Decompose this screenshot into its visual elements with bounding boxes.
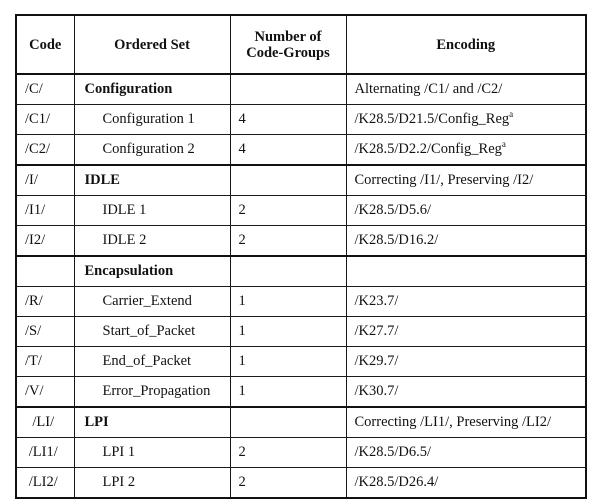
num-cell: 2 <box>230 438 346 468</box>
group-heading: IDLE <box>74 165 230 196</box>
encoding-cell: /K27.7/ <box>346 317 586 347</box>
footnote-marker: a <box>501 139 506 150</box>
table-row <box>16 377 586 408</box>
header-ordered-set: Ordered Set <box>74 15 230 74</box>
code-cell: /S/ <box>16 317 74 347</box>
table-row <box>16 105 586 135</box>
ordered-set-cell: Configuration 2 <box>74 135 230 166</box>
encoding-cell: /K29.7/ <box>346 347 586 377</box>
table-row <box>16 407 586 438</box>
code-cell: /I1/ <box>16 196 74 226</box>
encoding-cell: Correcting /I1/, Preserving /I2/ <box>346 165 586 196</box>
encoding-cell: /K30.7/ <box>346 377 586 408</box>
encoding-cell <box>346 105 586 135</box>
num-cell: 1 <box>230 347 346 377</box>
encoding-cell: /K28.5/D5.6/ <box>346 196 586 226</box>
num-cell: 2 <box>230 226 346 257</box>
encoding-text: /K28.5/D21.5/Config_Reg <box>354 111 510 127</box>
ordered-set-cell: Start_of_Packet <box>74 317 230 347</box>
ordered-sets-table <box>15 14 587 499</box>
code-cell: /LI1/ <box>16 438 74 468</box>
encoding-cell: /K28.5/D16.2/ <box>346 226 586 257</box>
code-cell: /I/ <box>16 165 74 196</box>
num-cell: 4 <box>230 105 346 135</box>
encoding-cell: Correcting /LI1/, Preserving /LI2/ <box>346 407 586 438</box>
code-cell: /C1/ <box>16 105 74 135</box>
table-row <box>16 317 586 347</box>
ordered-set-cell: Configuration 1 <box>74 105 230 135</box>
header-encoding: Encoding <box>346 15 586 74</box>
table-row <box>16 438 586 468</box>
table-row <box>16 468 586 499</box>
num-cell: 1 <box>230 377 346 408</box>
encoding-cell: Alternating /C1/ and /C2/ <box>346 74 586 105</box>
ordered-set-cell: LPI 1 <box>74 438 230 468</box>
encoding-cell <box>346 135 586 166</box>
group-heading: Configuration <box>74 74 230 105</box>
code-cell <box>16 256 74 287</box>
header-num-line2: Code-Groups <box>246 44 330 61</box>
table-row <box>16 74 586 105</box>
table-row <box>16 226 586 257</box>
code-cell: /I2/ <box>16 226 74 257</box>
table-row <box>16 135 586 166</box>
code-cell: /R/ <box>16 287 74 317</box>
ordered-set-cell: End_of_Packet <box>74 347 230 377</box>
encoding-cell: /K23.7/ <box>346 287 586 317</box>
num-cell: 1 <box>230 317 346 347</box>
table-row <box>16 196 586 226</box>
header-number-of-code-groups <box>230 15 346 74</box>
ordered-set-cell: LPI 2 <box>74 468 230 499</box>
header-code: Code <box>16 15 74 74</box>
num-cell: 2 <box>230 468 346 499</box>
encoding-cell: /K28.5/D6.5/ <box>346 438 586 468</box>
group-heading: Encapsulation <box>74 256 230 287</box>
num-cell: 2 <box>230 196 346 226</box>
num-cell <box>230 256 346 287</box>
ordered-set-cell: IDLE 1 <box>74 196 230 226</box>
code-cell: /C2/ <box>16 135 74 166</box>
table-row <box>16 287 586 317</box>
num-cell <box>230 74 346 105</box>
code-cell: /V/ <box>16 377 74 408</box>
header-num-line1: Number of <box>254 28 322 45</box>
encoding-cell: /K28.5/D26.4/ <box>346 468 586 499</box>
ordered-set-cell: Carrier_Extend <box>74 287 230 317</box>
group-heading: LPI <box>74 407 230 438</box>
code-cell: /C/ <box>16 74 74 105</box>
encoding-text: /K28.5/D2.2/Config_Reg <box>354 141 502 157</box>
encoding-cell <box>346 256 586 287</box>
ordered-set-cell: IDLE 2 <box>74 226 230 257</box>
code-cell: /T/ <box>16 347 74 377</box>
ordered-set-cell: Error_Propagation <box>74 377 230 408</box>
footnote-marker: a <box>509 109 514 120</box>
table-row <box>16 165 586 196</box>
code-cell: /LI/ <box>16 407 74 438</box>
table-row <box>16 256 586 287</box>
num-cell <box>230 165 346 196</box>
code-cell: /LI2/ <box>16 468 74 499</box>
table-header-row <box>16 15 586 74</box>
num-cell: 1 <box>230 287 346 317</box>
num-cell <box>230 407 346 438</box>
table-row <box>16 347 586 377</box>
num-cell: 4 <box>230 135 346 166</box>
